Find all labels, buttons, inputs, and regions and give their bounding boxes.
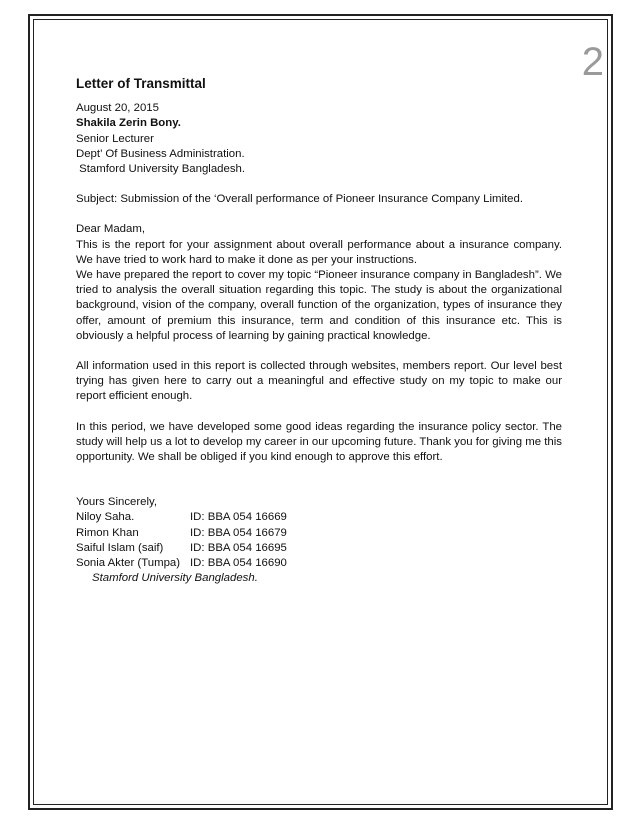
signatory-name: Niloy Saha. bbox=[76, 511, 135, 524]
letter-body bbox=[76, 76, 562, 586]
recipient-department: Dept’ Of Business Administration. bbox=[76, 147, 245, 160]
letter-subject: Subject: Submission of the ‘Overall performance of Pioneer Insurance Company Limited. bbox=[76, 193, 523, 206]
recipient-name: Shakila Zerin Bony. bbox=[76, 117, 181, 130]
closing: Yours Sincerely, bbox=[76, 496, 158, 509]
signatory-name: Saiful Islam (saif) bbox=[76, 541, 164, 554]
signatory-row bbox=[76, 541, 287, 556]
signatory-row bbox=[76, 526, 287, 541]
signatory-name: Rimon Khan bbox=[76, 526, 139, 539]
recipient-position: Senior Lecturer bbox=[76, 132, 154, 145]
sender-institution: Stamford University Bangladesh. bbox=[92, 572, 258, 585]
page-number: 2 bbox=[581, 40, 604, 84]
signatory-id: ID: BBA 054 16679 bbox=[190, 526, 287, 539]
signatory-row bbox=[76, 556, 287, 571]
signatory-id: ID: BBA 054 16690 bbox=[190, 557, 287, 570]
signatory-id: ID: BBA 054 16695 bbox=[190, 541, 287, 554]
recipient-institution: Stamford University Bangladesh. bbox=[76, 163, 246, 176]
signatory-name: Sonia Akter (Tumpa) bbox=[76, 557, 181, 570]
signatory-table bbox=[76, 510, 287, 571]
paragraph-2: We have prepared the report to cover my topic “Pioneer insurance company in Bangladesh”. We tried to analysis the overall situation regarding this topic. The study is about the organizational background, vision of the company, overall function of the organization, types of insurance they offer, amount of premium this insurance, term and condition of this insurance etc. This is obviously a helpful process of learning by gaining practical knowledge. bbox=[76, 269, 562, 342]
salutation: Dear Madam, bbox=[76, 223, 146, 236]
paragraph-3: All information used in this report is collected through websites, members report. Our level best trying has given here to carry out a meaningful and effective study on my topic to make our report efficient enough. bbox=[76, 360, 562, 403]
signatory-row bbox=[76, 510, 287, 525]
signatory-id: ID: BBA 054 16669 bbox=[190, 511, 287, 524]
letter-title: Letter of Transmittal bbox=[76, 76, 206, 91]
paragraph-1: This is the report for your assignment about overall performance about a insurance company. We have tried to work hard to make it done as per your instructions. bbox=[76, 238, 562, 266]
letter-date: August 20, 2015 bbox=[76, 102, 159, 115]
paragraph-4: In this period, we have developed some good ideas regarding the insurance policy sector. The study will help us a lot to develop my career in our upcoming future. Thank you for giving me this opportunity. We shall be obliged if you kind enough to approve this effort. bbox=[76, 420, 562, 464]
